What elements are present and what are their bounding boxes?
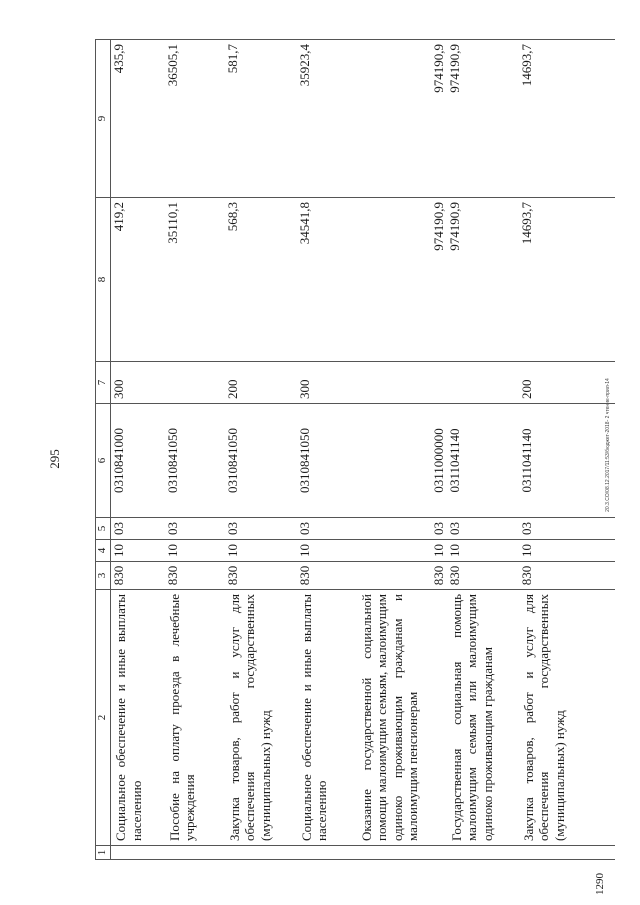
cell-col-1	[111, 846, 165, 860]
table-row	[297, 40, 357, 860]
cell-name: Социальное обеспечение и иные выплаты населению	[297, 590, 357, 846]
cell-name: Закупка товаров, работ и услуг для обеспечения государственных (муниципальных) нужд	[225, 590, 297, 846]
cell-col-9: 435,9	[111, 40, 165, 198]
cell-col-9: 14693,7	[519, 40, 616, 198]
cell-col-8: 974190,9	[357, 198, 447, 362]
cell-col-4: 10	[357, 540, 447, 562]
cell-col-8: 974190,9	[447, 198, 519, 362]
cell-name: Оказание государственной социальной помощи малоимущим семьям, малоимущим одиноко проживающим гражданам и малоимущим пенсионерам	[357, 590, 447, 846]
header-col-7: 7	[96, 362, 111, 404]
cell-name: Социальное обеспечение и иные выплаты населению	[111, 590, 165, 846]
cell-col-1	[225, 846, 297, 860]
cell-col-7: 300	[111, 362, 165, 404]
cell-col-7	[447, 362, 519, 404]
cell-col-7: 200	[519, 362, 616, 404]
footer-code: 20.3.CO/08.12.2017/11:53/бюджет-2018- 2 чтение-прил-14	[605, 378, 611, 512]
cell-col-6: 0310841050	[225, 404, 297, 518]
budget-table-container	[95, 40, 615, 860]
header-col-9: 9	[96, 40, 111, 198]
table-row	[111, 40, 165, 860]
cell-col-6: 0311000000	[357, 404, 447, 518]
cell-col-5: 03	[447, 518, 519, 540]
cell-col-8: 35110,1	[165, 198, 225, 362]
cell-name: Закупка товаров, работ и услуг для обеспечения государственных (муниципальных) нужд	[519, 590, 616, 846]
cell-col-9: 974190,9	[447, 40, 519, 198]
cell-col-6: 0310841050	[297, 404, 357, 518]
cell-col-7	[357, 362, 447, 404]
cell-col-6: 0310841000	[111, 404, 165, 518]
table-row	[357, 40, 447, 860]
sheet-number: 1290	[594, 873, 606, 895]
cell-col-8: 34541,8	[297, 198, 357, 362]
table-row	[225, 40, 297, 860]
cell-col-7	[165, 362, 225, 404]
cell-col-4: 10	[297, 540, 357, 562]
cell-col-4: 10	[447, 540, 519, 562]
page-number: 295	[47, 449, 62, 469]
cell-col-3: 830	[297, 562, 357, 590]
table-row	[447, 40, 519, 860]
cell-col-6: 0311041140	[519, 404, 616, 518]
cell-col-5: 03	[519, 518, 616, 540]
cell-col-5: 03	[165, 518, 225, 540]
cell-col-4: 10	[225, 540, 297, 562]
cell-col-5: 03	[357, 518, 447, 540]
cell-col-1	[447, 846, 519, 860]
cell-col-6: 0310841050	[165, 404, 225, 518]
table-header-row	[96, 40, 111, 860]
table-row	[519, 40, 616, 860]
cell-col-8: 14693,7	[519, 198, 616, 362]
cell-col-3: 830	[447, 562, 519, 590]
cell-col-8: 568,3	[225, 198, 297, 362]
cell-col-3: 830	[165, 562, 225, 590]
cell-name: Государственная социальная помощь малоимущим семьям или малоимущим одиноко проживающим гражданам	[447, 590, 519, 846]
cell-col-9: 36505,1	[165, 40, 225, 198]
cell-col-4: 10	[111, 540, 165, 562]
cell-col-6: 0311041140	[447, 404, 519, 518]
header-col-3: 3	[96, 562, 111, 590]
cell-col-5: 03	[111, 518, 165, 540]
cell-col-1	[297, 846, 357, 860]
header-col-2: 2	[96, 590, 111, 846]
cell-col-3: 830	[111, 562, 165, 590]
cell-col-9: 35923,4	[297, 40, 357, 198]
cell-col-7: 300	[297, 362, 357, 404]
cell-col-8: 419,2	[111, 198, 165, 362]
cell-col-1	[357, 846, 447, 860]
cell-col-9: 974190,9	[357, 40, 447, 198]
cell-col-4: 10	[165, 540, 225, 562]
cell-col-3: 830	[357, 562, 447, 590]
cell-col-3: 830	[225, 562, 297, 590]
header-col-5: 5	[96, 518, 111, 540]
cell-col-5: 03	[297, 518, 357, 540]
cell-col-5: 03	[225, 518, 297, 540]
cell-col-9: 581,7	[225, 40, 297, 198]
header-col-1: 1	[96, 846, 111, 860]
budget-table	[95, 39, 615, 860]
cell-col-4: 10	[519, 540, 616, 562]
cell-col-7: 200	[225, 362, 297, 404]
header-col-4: 4	[96, 540, 111, 562]
header-col-8: 8	[96, 198, 111, 362]
cell-name: Пособие на оплату проезда в лечебные учреждения	[165, 590, 225, 846]
cell-col-1	[519, 846, 616, 860]
header-col-6: 6	[96, 404, 111, 518]
cell-col-1	[165, 846, 225, 860]
table-row	[165, 40, 225, 860]
cell-col-3: 830	[519, 562, 616, 590]
